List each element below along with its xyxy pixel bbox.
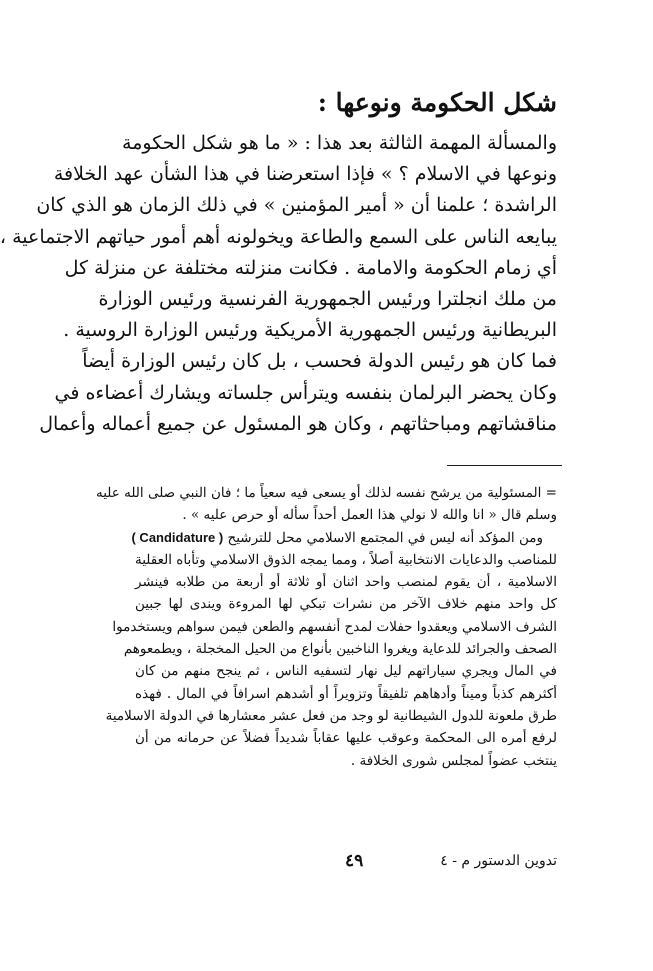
footnote-line: طرق ملعونة للدول الشيطانية لو وجد من فعل عشر معشارها في الدولة الاسلامية [105, 707, 557, 724]
body-line: والمسألة المهمة الثالثة بعد هذا : « ما هو شكل الحكومة [122, 132, 557, 154]
footnote-line: للمناصب والدعايات الانتخابية أصلاً ، ومما يمجه الذوق الاسلامي وتأباه العقلية [135, 551, 557, 568]
body-line: مناقشاتهم ومباحثاتهم ، وكان هو المسئول عن جميع أعماله وأعمال [39, 412, 557, 435]
footnote-line: كل واحد منهم خلاف الآخر من نشرات تبكي لها المروءة ويندى لها جبين [135, 596, 557, 613]
body-line: من ملك انجلترا ورئيس الجمهورية الفرنسية ورئيس الوزارة [98, 287, 557, 310]
body-line: فما كان هو رئيس الدولة فحسب ، بل كان رئيس الوزارة أيضاً [82, 350, 557, 373]
footnote-line: أكثرهم كذباً وميناً وأدهاهم تلفيقاً وتزويراً أو أشدهم اسرافاً في المال . فهذه [135, 685, 557, 702]
footnote-line: في المال ويجري سياراتهم ليل نهار لتسفيه الناس ، ثم ينجح منهم من كان [135, 663, 557, 680]
page-number: ٤٩ [345, 851, 364, 871]
footnote [95, 482, 557, 772]
footnote-line: الصحف والجرائد للدعاية ويغروا الناخبين بأنواع من الحيل المخجلة ، ويطمعوهم [123, 641, 557, 658]
footer-running-title: تدوين الدستور م - ٤ [440, 853, 557, 869]
footnote-divider [447, 465, 562, 466]
footnote-line-text: ومن المؤكد أنه ليس في المجتمع الاسلامي محل للترشيح [227, 529, 543, 546]
footnote-line: ينتخب عضواً لمجلس شورى الخلافة . [350, 752, 557, 769]
body-line: البريطانية ورئيس الجمهورية الأمريكية ورئيس الوزارة الروسية . [63, 319, 557, 342]
body-line: ونوعها في الاسلام ؟ » فإذا استعرضنا في هذا الشأن عهد الخلافة [53, 163, 557, 186]
footnote-line: وسلم قال « انا والله لا نولي هذا العمل أحداً سأله أو حرص عليه » . [182, 507, 557, 524]
body-text [0, 128, 557, 440]
footnote-line-with-term [131, 527, 557, 549]
footnote-line: الشرف الاسلامي ويعقدوا حفلات لمدح أنفسهم والطعن فيمن سواهم ويستخدموا [112, 618, 557, 635]
footnote-line: الاسلامية ، أن يقوم لمنصب واحد اثنان أو ثلاثة أو أربعة من طلابه فينشر [135, 574, 557, 591]
body-line: الراشدة ؛ علمنا أن « أمير المؤمنين » في ذلك الزمان هو الذي كان [36, 194, 557, 217]
section-heading: شكل الحكومة ونوعها : [317, 88, 557, 117]
page-footer [135, 853, 557, 877]
body-line: أي زمام الحكومة والامامة . فكانت منزلته مختلفة عن منزلة كل [64, 256, 557, 279]
body-line: يبايعه الناس على السمع والطاعة ويخولونه أهم أمور حياتهم الاجتماعية ، [0, 225, 557, 248]
body-line: وكان يحضر البرلمان بنفسه ويترأس جلساته ويشارك أعضاءه في [54, 381, 557, 404]
footnote-line: لرفع أمره الى المحكمة وعوقب عليها عقاباً شديداً فضلاً عن حرمانه من أن [135, 730, 557, 747]
footnote-line: = المسئولية من يرشح نفسه لذلك أو يسعى فيه سعياً ما ؛ فان النبي صلى الله عليه [95, 485, 557, 501]
latin-term: ( Candidature ) [131, 529, 224, 545]
